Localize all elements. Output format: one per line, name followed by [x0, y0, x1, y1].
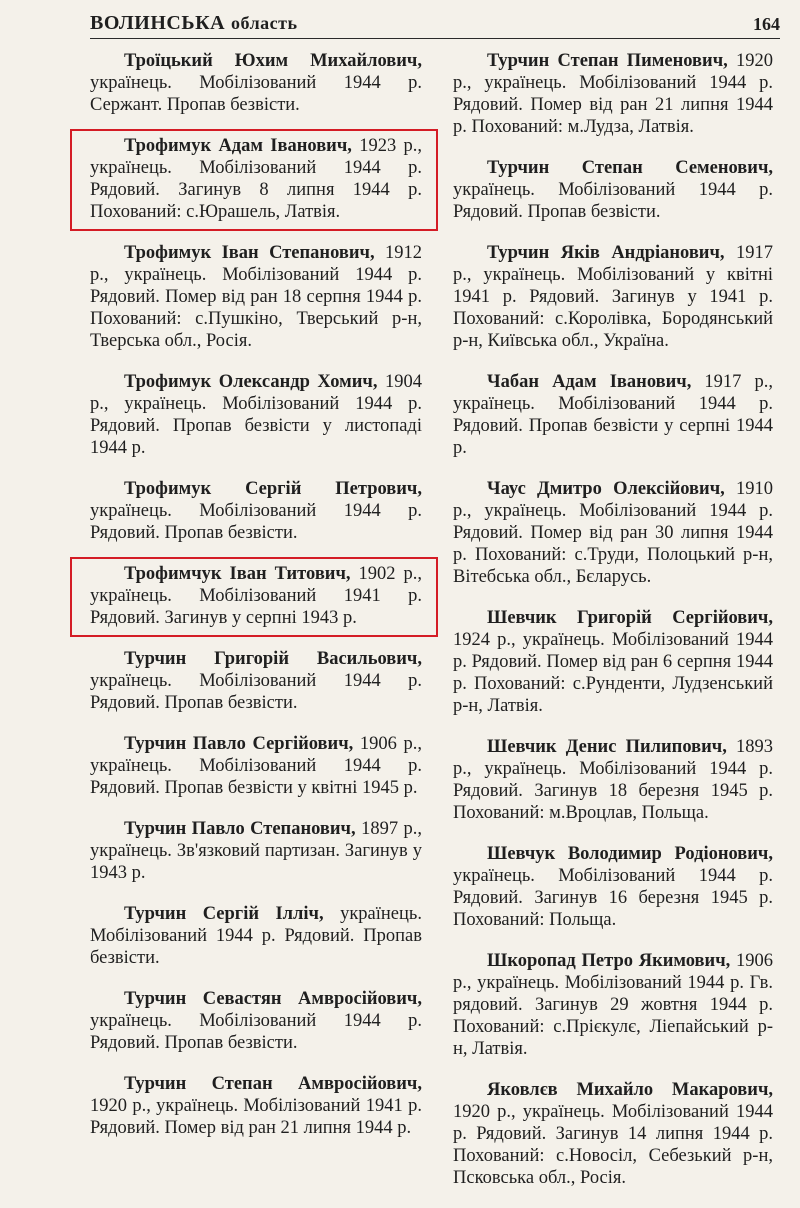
entry: [453, 1079, 773, 1189]
entry: [90, 50, 422, 116]
region-oblast: область: [231, 13, 298, 33]
entry-text: 1906 р., українець. Мобілізований 1944 р. Гв. рядовий. Загинув 29 жовтня 1944 р. Похований: с.Прієкулє, Ліепайський р-н, Латвія.: [453, 951, 774, 1059]
entry-name: Шкоропад Петро Якимович,: [487, 951, 731, 971]
entry: [453, 242, 773, 352]
entry: [453, 950, 773, 1060]
entry: [90, 648, 422, 714]
page-header: [90, 12, 780, 39]
highlighted-entry: [90, 563, 422, 629]
entry-name: Трофимук Сергій Петрович,: [124, 479, 422, 499]
entry-name: Турчин Григорій Васильович,: [124, 649, 422, 669]
entry-text: українець. Мобілізований 1944 р. Рядовий. Пропав безвісти.: [90, 1011, 422, 1053]
region-name: ВОЛИНСЬКА: [90, 12, 226, 34]
entry-text: українець. Мобілізований 1944 р. Рядовий. Пропав безвісти.: [90, 501, 422, 543]
entry-text: 1910 р., українець. Мобілізований 1944 р. Рядовий. Помер від ран 30 липня 1944 р. Похований: с.Труди, Полоцький р-н, Вітебська обл., Бєларусь.: [453, 479, 773, 587]
entry-text: 1920 р., українець. Мобілізований 1941 р. Рядовий. Помер від ран 21 липня 1944 р.: [90, 1096, 422, 1138]
entry: [90, 1073, 422, 1139]
entry-text: 1912 р., українець. Мобілізований 1944 р. Рядовий. Помер від ран 18 серпня 1944 р. Похований: с.Пушкіно, Тверський р-н, Тверська обл., Росія.: [90, 243, 422, 351]
entry: [90, 818, 422, 884]
entry-text: 1897 р., українець. Зв'язковий партизан. Загинув у 1943 р.: [90, 819, 422, 883]
entry-text: 1917 р., українець. Мобілізований у квітні 1941 р. Рядовий. Загинув у 1941 р. Похований: с.Королівка, Бородянський р-н, Київська обл., Україна.: [453, 243, 773, 351]
entry-text: 1904 р., українець. Мобілізований 1944 р. Рядовий. Пропав безвісти у листопаді 1944 р.: [90, 372, 423, 458]
entry: [90, 988, 422, 1054]
entry-text: 1917 р., українець. Мобілізований 1944 р. Рядовий. Пропав безвісти у серпні 1944 р.: [453, 372, 773, 458]
entry-name: Турчин Павло Сергійович,: [124, 734, 354, 754]
entry-text: 1920 р., українець. Мобілізований 1944 р. Рядовий. Помер від ран 21 липня 1944 р. Похований: м.Лудза, Латвія.: [453, 51, 773, 137]
entry-name: Трофимук Олександр Хомич,: [124, 372, 378, 392]
entry-name: Яковлєв Михайло Макарович,: [487, 1080, 773, 1100]
entry-text: українець. Мобілізований 1944 р. Рядовий. Пропав безвісти.: [90, 904, 422, 968]
entry-text: українець. Мобілізований 1944 р. Сержант. Пропав безвісти.: [90, 73, 422, 115]
entry-text: 1924 р., українець. Мобілізований 1944 р. Рядовий. Помер від ран 6 серпня 1944 р. Похований: с.Рунденти, Лудзенський р-н, Латвія.: [453, 630, 773, 716]
region-title: [90, 12, 298, 35]
entry: [90, 733, 422, 799]
entry-name: Шевчик Денис Пилипович,: [487, 737, 727, 757]
entry-name: Чаус Дмитро Олексійович,: [487, 479, 725, 499]
entry-text: українець. Мобілізований 1944 р. Рядовий. Загинув 16 березня 1945 р. Похований: Польща.: [453, 866, 773, 930]
entry-name: Турчин Степан Пименович,: [487, 51, 728, 71]
entry-name: Троїцький Юхим Михайлович,: [124, 51, 422, 71]
entry-name: Чабан Адам Іванович,: [487, 372, 692, 392]
entry-name: Трофимук Іван Степанович,: [124, 243, 375, 263]
entry-text: 1923 р., українець. Мобілізований 1944 р. Рядовий. Загинув 8 липня 1944 р. Похований: с.Юрашель, Латвія.: [90, 136, 422, 222]
entry-name: Трофимчук Іван Титович,: [124, 564, 351, 584]
entry-name: Шевчик Григорій Сергійович,: [487, 608, 773, 628]
entry-name: Трофимук Адам Іванович,: [124, 136, 352, 156]
entry-name: Турчин Яків Андріанович,: [487, 243, 725, 263]
entry: [453, 50, 773, 138]
entry-name: Турчин Павло Степанович,: [124, 819, 356, 839]
entry: [90, 903, 422, 969]
entry-text: 1893 р., українець. Мобілізований 1944 р. Рядовий. Загинув 18 березня 1945 р. Похований: м.Вроцлав, Польща.: [453, 737, 773, 823]
entry-text: 1920 р., українець. Мобілізований 1944 р. Рядовий. Загинув 14 липня 1944 р. Похований: с.Новосіл, Себезький р-н, Псковська обл., Росія.: [453, 1102, 773, 1188]
entry: [90, 478, 422, 544]
entry: [453, 371, 773, 459]
entry-text: 1902 р., українець. Мобілізований 1941 р. Рядовий. Загинув у серпні 1943 р.: [90, 564, 422, 628]
entry-text: українець. Мобілізований 1944 р. Рядовий. Пропав безвісти.: [90, 671, 422, 713]
entry: [90, 242, 422, 352]
entry: [453, 607, 773, 717]
entry-name: Шевчук Володимир Родіонович,: [487, 844, 773, 864]
entry-name: Турчин Севастян Амвросійович,: [124, 989, 422, 1009]
entry: [453, 157, 773, 223]
entry: [453, 478, 773, 588]
entry-text: українець. Мобілізований 1944 р. Рядовий. Пропав безвісти.: [453, 180, 773, 222]
left-column: [90, 50, 422, 1158]
entry: [453, 736, 773, 824]
entry-name: Турчин Сергій Ілліч,: [124, 904, 324, 924]
right-column: [453, 50, 773, 1208]
entry-name: Турчин Степан Амвросійович,: [124, 1074, 422, 1094]
entry-text: 1906 р., українець. Мобілізований 1944 р. Рядовий. Пропав безвісти у квітні 1945 р.: [90, 734, 422, 798]
entry-name: Турчин Степан Семенович,: [487, 158, 773, 178]
entry: [453, 843, 773, 931]
highlighted-entry: [90, 135, 422, 223]
entry: [90, 371, 422, 459]
page-number: 164: [753, 14, 780, 34]
